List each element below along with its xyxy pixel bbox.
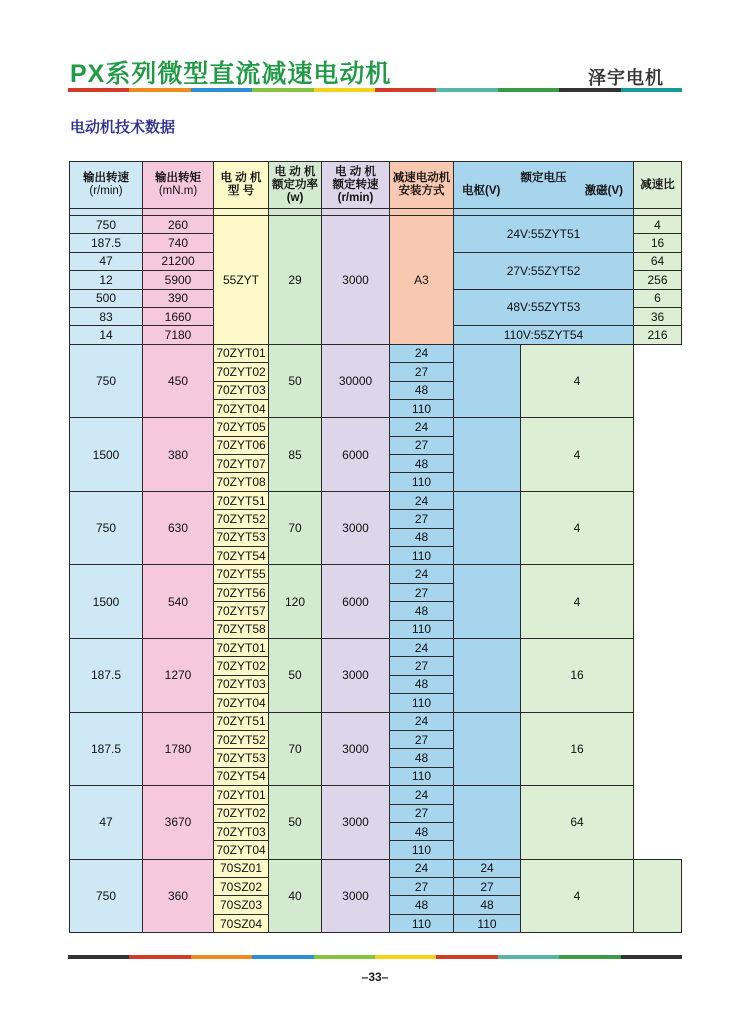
header-mount: 减速电动机 安装方式 <box>390 162 454 209</box>
power-cell: 40 <box>269 859 322 933</box>
armature-voltage-cell: 27 <box>390 730 454 748</box>
rated-speed-cell: 3000 <box>322 786 390 860</box>
ratio-cell: 4 <box>521 565 634 639</box>
model-cell: 70ZYT02 <box>214 657 269 675</box>
armature-voltage-cell: 48 <box>390 896 454 914</box>
armature-voltage-cell: 24 <box>390 859 454 877</box>
armature-voltage-cell: 27 <box>390 657 454 675</box>
armature-voltage-cell: 27 <box>390 436 454 454</box>
header-rated-speed: 电 动 机 额定转速 (r/min) <box>322 162 390 209</box>
model-cell: 70ZYT02 <box>214 804 269 822</box>
field-voltage-cell: 27 <box>454 878 521 896</box>
torque-cell: 450 <box>143 344 214 418</box>
torque-cell: 1780 <box>143 712 214 786</box>
model-cell: 70ZYT55 <box>214 565 269 583</box>
model-cell: 70ZYT58 <box>214 620 269 638</box>
field-voltage-cell: 110 <box>454 914 521 932</box>
header-row <box>70 162 682 209</box>
speed-cell: 14 <box>70 326 143 344</box>
spacer-row <box>70 209 682 216</box>
field-voltage-cell <box>454 344 521 418</box>
speed-cell: 83 <box>70 307 143 325</box>
header-field: 激磁(V) <box>584 184 623 197</box>
armature-voltage-cell: 27 <box>390 363 454 381</box>
ratio-cell: 64 <box>521 786 634 860</box>
rated-speed-cell: 3000 <box>322 638 390 712</box>
page-title: PX系列微型直流减速电动机 <box>70 60 392 88</box>
power-cell: 70 <box>269 712 322 786</box>
torque-cell: 1270 <box>143 638 214 712</box>
table-row <box>70 712 682 730</box>
power-cell: 50 <box>269 638 322 712</box>
speed-cell: 750 <box>70 491 143 565</box>
rated-speed-cell: 30000 <box>322 344 390 418</box>
ratio-cell: 256 <box>634 271 682 289</box>
speed-cell: 187.5 <box>70 638 143 712</box>
model-cell: 70ZYT54 <box>214 767 269 785</box>
armature-voltage-cell: 24 <box>390 638 454 656</box>
header-voltage: 额定电压 电枢(V) 激磁(V) <box>454 162 634 209</box>
header-torque: 输出转矩 (mN.m) <box>143 162 214 209</box>
rated-speed-cell: 3000 <box>322 216 390 345</box>
rated-speed-cell: 3000 <box>322 859 390 933</box>
bottom-color-stripe <box>68 955 682 959</box>
ratio-cell: 4 <box>521 344 634 418</box>
ratio-cell: 4 <box>634 216 682 234</box>
armature-voltage-cell: 24 <box>390 491 454 509</box>
armature-voltage-cell: 27 <box>390 804 454 822</box>
armature-voltage-cell: 110 <box>390 767 454 785</box>
ratio-cell: 64 <box>634 252 682 270</box>
armature-voltage-cell: 24 <box>390 712 454 730</box>
rated-speed-cell: 6000 <box>322 565 390 639</box>
ratio-cell: 216 <box>634 326 682 344</box>
power-cell: 50 <box>269 344 322 418</box>
speed-cell: 1500 <box>70 565 143 639</box>
table-row <box>70 418 682 436</box>
table-row <box>70 786 682 804</box>
table-row <box>70 344 682 362</box>
voltage-model-cell: 110V:55ZYT54 <box>454 326 634 344</box>
model-cell: 70ZYT51 <box>214 712 269 730</box>
speed-cell: 500 <box>70 289 143 307</box>
torque-cell: 1660 <box>143 307 214 325</box>
torque-cell: 540 <box>143 565 214 639</box>
armature-voltage-cell: 110 <box>390 473 454 491</box>
power-cell: 50 <box>269 786 322 860</box>
armature-voltage-cell: 48 <box>390 381 454 399</box>
power-cell: 120 <box>269 565 322 639</box>
armature-voltage-cell: 110 <box>390 694 454 712</box>
model-cell: 70ZYT01 <box>214 638 269 656</box>
model-cell: 70ZYT03 <box>214 822 269 840</box>
armature-voltage-cell: 110 <box>390 399 454 417</box>
model-cell: 70SZ04 <box>214 914 269 932</box>
model-cell: 70ZYT07 <box>214 455 269 473</box>
model-cell: 70ZYT02 <box>214 363 269 381</box>
model-cell: 70ZYT01 <box>214 786 269 804</box>
model-cell: 70ZYT05 <box>214 418 269 436</box>
armature-voltage-cell: 48 <box>390 602 454 620</box>
armature-voltage-cell: 24 <box>390 565 454 583</box>
model-cell: 70ZYT04 <box>214 399 269 417</box>
torque-cell: 630 <box>143 491 214 565</box>
model-cell: 70ZYT53 <box>214 528 269 546</box>
model-cell: 70ZYT08 <box>214 473 269 491</box>
model-cell: 70ZYT01 <box>214 344 269 362</box>
speed-cell: 750 <box>70 216 143 234</box>
armature-voltage-cell: 48 <box>390 455 454 473</box>
voltage-model-cell: 48V:55ZYT53 <box>454 289 634 326</box>
model-cell: 55ZYT <box>214 216 269 345</box>
header-ratio: 减速比 <box>634 162 682 209</box>
remark-cell <box>634 859 682 933</box>
model-cell: 70ZYT04 <box>214 841 269 859</box>
table-row <box>70 216 682 234</box>
power-cell: 85 <box>269 418 322 492</box>
table-row <box>70 491 682 509</box>
armature-voltage-cell: 24 <box>390 418 454 436</box>
speed-cell: 47 <box>70 786 143 860</box>
ratio-cell: 16 <box>521 638 634 712</box>
model-cell: 70ZYT03 <box>214 675 269 693</box>
ratio-cell: 4 <box>521 491 634 565</box>
model-cell: 70ZYT04 <box>214 694 269 712</box>
model-cell: 70ZYT57 <box>214 602 269 620</box>
ratio-cell: 16 <box>521 712 634 786</box>
armature-voltage-cell: 48 <box>390 749 454 767</box>
speed-cell: 750 <box>70 859 143 933</box>
speed-cell: 47 <box>70 252 143 270</box>
brand-name: 泽宇电机 <box>588 68 664 88</box>
model-cell: 70SZ02 <box>214 878 269 896</box>
armature-voltage-cell: 24 <box>390 344 454 362</box>
field-voltage-cell <box>454 786 521 860</box>
rated-speed-cell: 3000 <box>322 712 390 786</box>
model-cell: 70SZ03 <box>214 896 269 914</box>
model-cell: 70ZYT54 <box>214 547 269 565</box>
mount-cell: A3 <box>390 216 454 345</box>
speed-cell: 187.5 <box>70 712 143 786</box>
armature-voltage-cell: 24 <box>390 786 454 804</box>
armature-voltage-cell: 110 <box>390 620 454 638</box>
armature-voltage-cell: 48 <box>390 675 454 693</box>
torque-cell: 260 <box>143 216 214 234</box>
model-cell: 70ZYT52 <box>214 510 269 528</box>
armature-voltage-cell: 48 <box>390 822 454 840</box>
field-voltage-cell <box>454 491 521 565</box>
torque-cell: 390 <box>143 289 214 307</box>
armature-voltage-cell: 110 <box>390 547 454 565</box>
table-row <box>70 859 682 877</box>
page-number: –33– <box>361 970 389 984</box>
header-speed: 输出转速 (r/min) <box>70 162 143 209</box>
table-row <box>70 565 682 583</box>
model-cell: 70ZYT03 <box>214 381 269 399</box>
armature-voltage-cell: 27 <box>390 510 454 528</box>
speed-cell: 1500 <box>70 418 143 492</box>
ratio-cell: 4 <box>521 418 634 492</box>
model-cell: 70ZYT56 <box>214 583 269 601</box>
ratio-cell: 36 <box>634 307 682 325</box>
voltage-model-cell: 24V:55ZYT51 <box>454 216 634 253</box>
header-power: 电 动 机 额定功率 (w) <box>269 162 322 209</box>
rated-speed-cell: 6000 <box>322 418 390 492</box>
armature-voltage-cell: 27 <box>390 583 454 601</box>
header-armature: 电枢(V) <box>462 184 501 197</box>
table-row <box>70 638 682 656</box>
field-voltage-cell <box>454 712 521 786</box>
field-voltage-cell: 48 <box>454 896 521 914</box>
armature-voltage-cell: 110 <box>390 841 454 859</box>
field-voltage-cell <box>454 418 521 492</box>
torque-cell: 3670 <box>143 786 214 860</box>
field-voltage-cell: 24 <box>454 859 521 877</box>
rated-speed-cell: 3000 <box>322 491 390 565</box>
torque-cell: 740 <box>143 234 214 252</box>
speed-cell: 12 <box>70 271 143 289</box>
top-color-stripe <box>68 88 682 92</box>
armature-voltage-cell: 110 <box>390 914 454 932</box>
torque-cell: 360 <box>143 859 214 933</box>
speed-cell: 750 <box>70 344 143 418</box>
speed-cell: 187.5 <box>70 234 143 252</box>
ratio-cell: 16 <box>634 234 682 252</box>
model-cell: 70ZYT52 <box>214 730 269 748</box>
armature-voltage-cell: 48 <box>390 528 454 546</box>
torque-cell: 21200 <box>143 252 214 270</box>
field-voltage-cell <box>454 565 521 639</box>
section-title: 电动机技术数据 <box>70 119 176 136</box>
power-cell: 70 <box>269 491 322 565</box>
power-cell: 29 <box>269 216 322 345</box>
header-model: 电 动 机 型 号 <box>214 162 269 209</box>
model-cell: 70SZ01 <box>214 859 269 877</box>
motor-spec-table <box>69 161 682 933</box>
torque-cell: 7180 <box>143 326 214 344</box>
voltage-model-cell: 27V:55ZYT52 <box>454 252 634 289</box>
model-cell: 70ZYT06 <box>214 436 269 454</box>
model-cell: 70ZYT51 <box>214 491 269 509</box>
torque-cell: 5900 <box>143 271 214 289</box>
model-cell: 70ZYT53 <box>214 749 269 767</box>
field-voltage-cell <box>454 638 521 712</box>
torque-cell: 380 <box>143 418 214 492</box>
ratio-cell: 6 <box>634 289 682 307</box>
ratio-cell: 4 <box>521 859 634 933</box>
armature-voltage-cell: 27 <box>390 878 454 896</box>
